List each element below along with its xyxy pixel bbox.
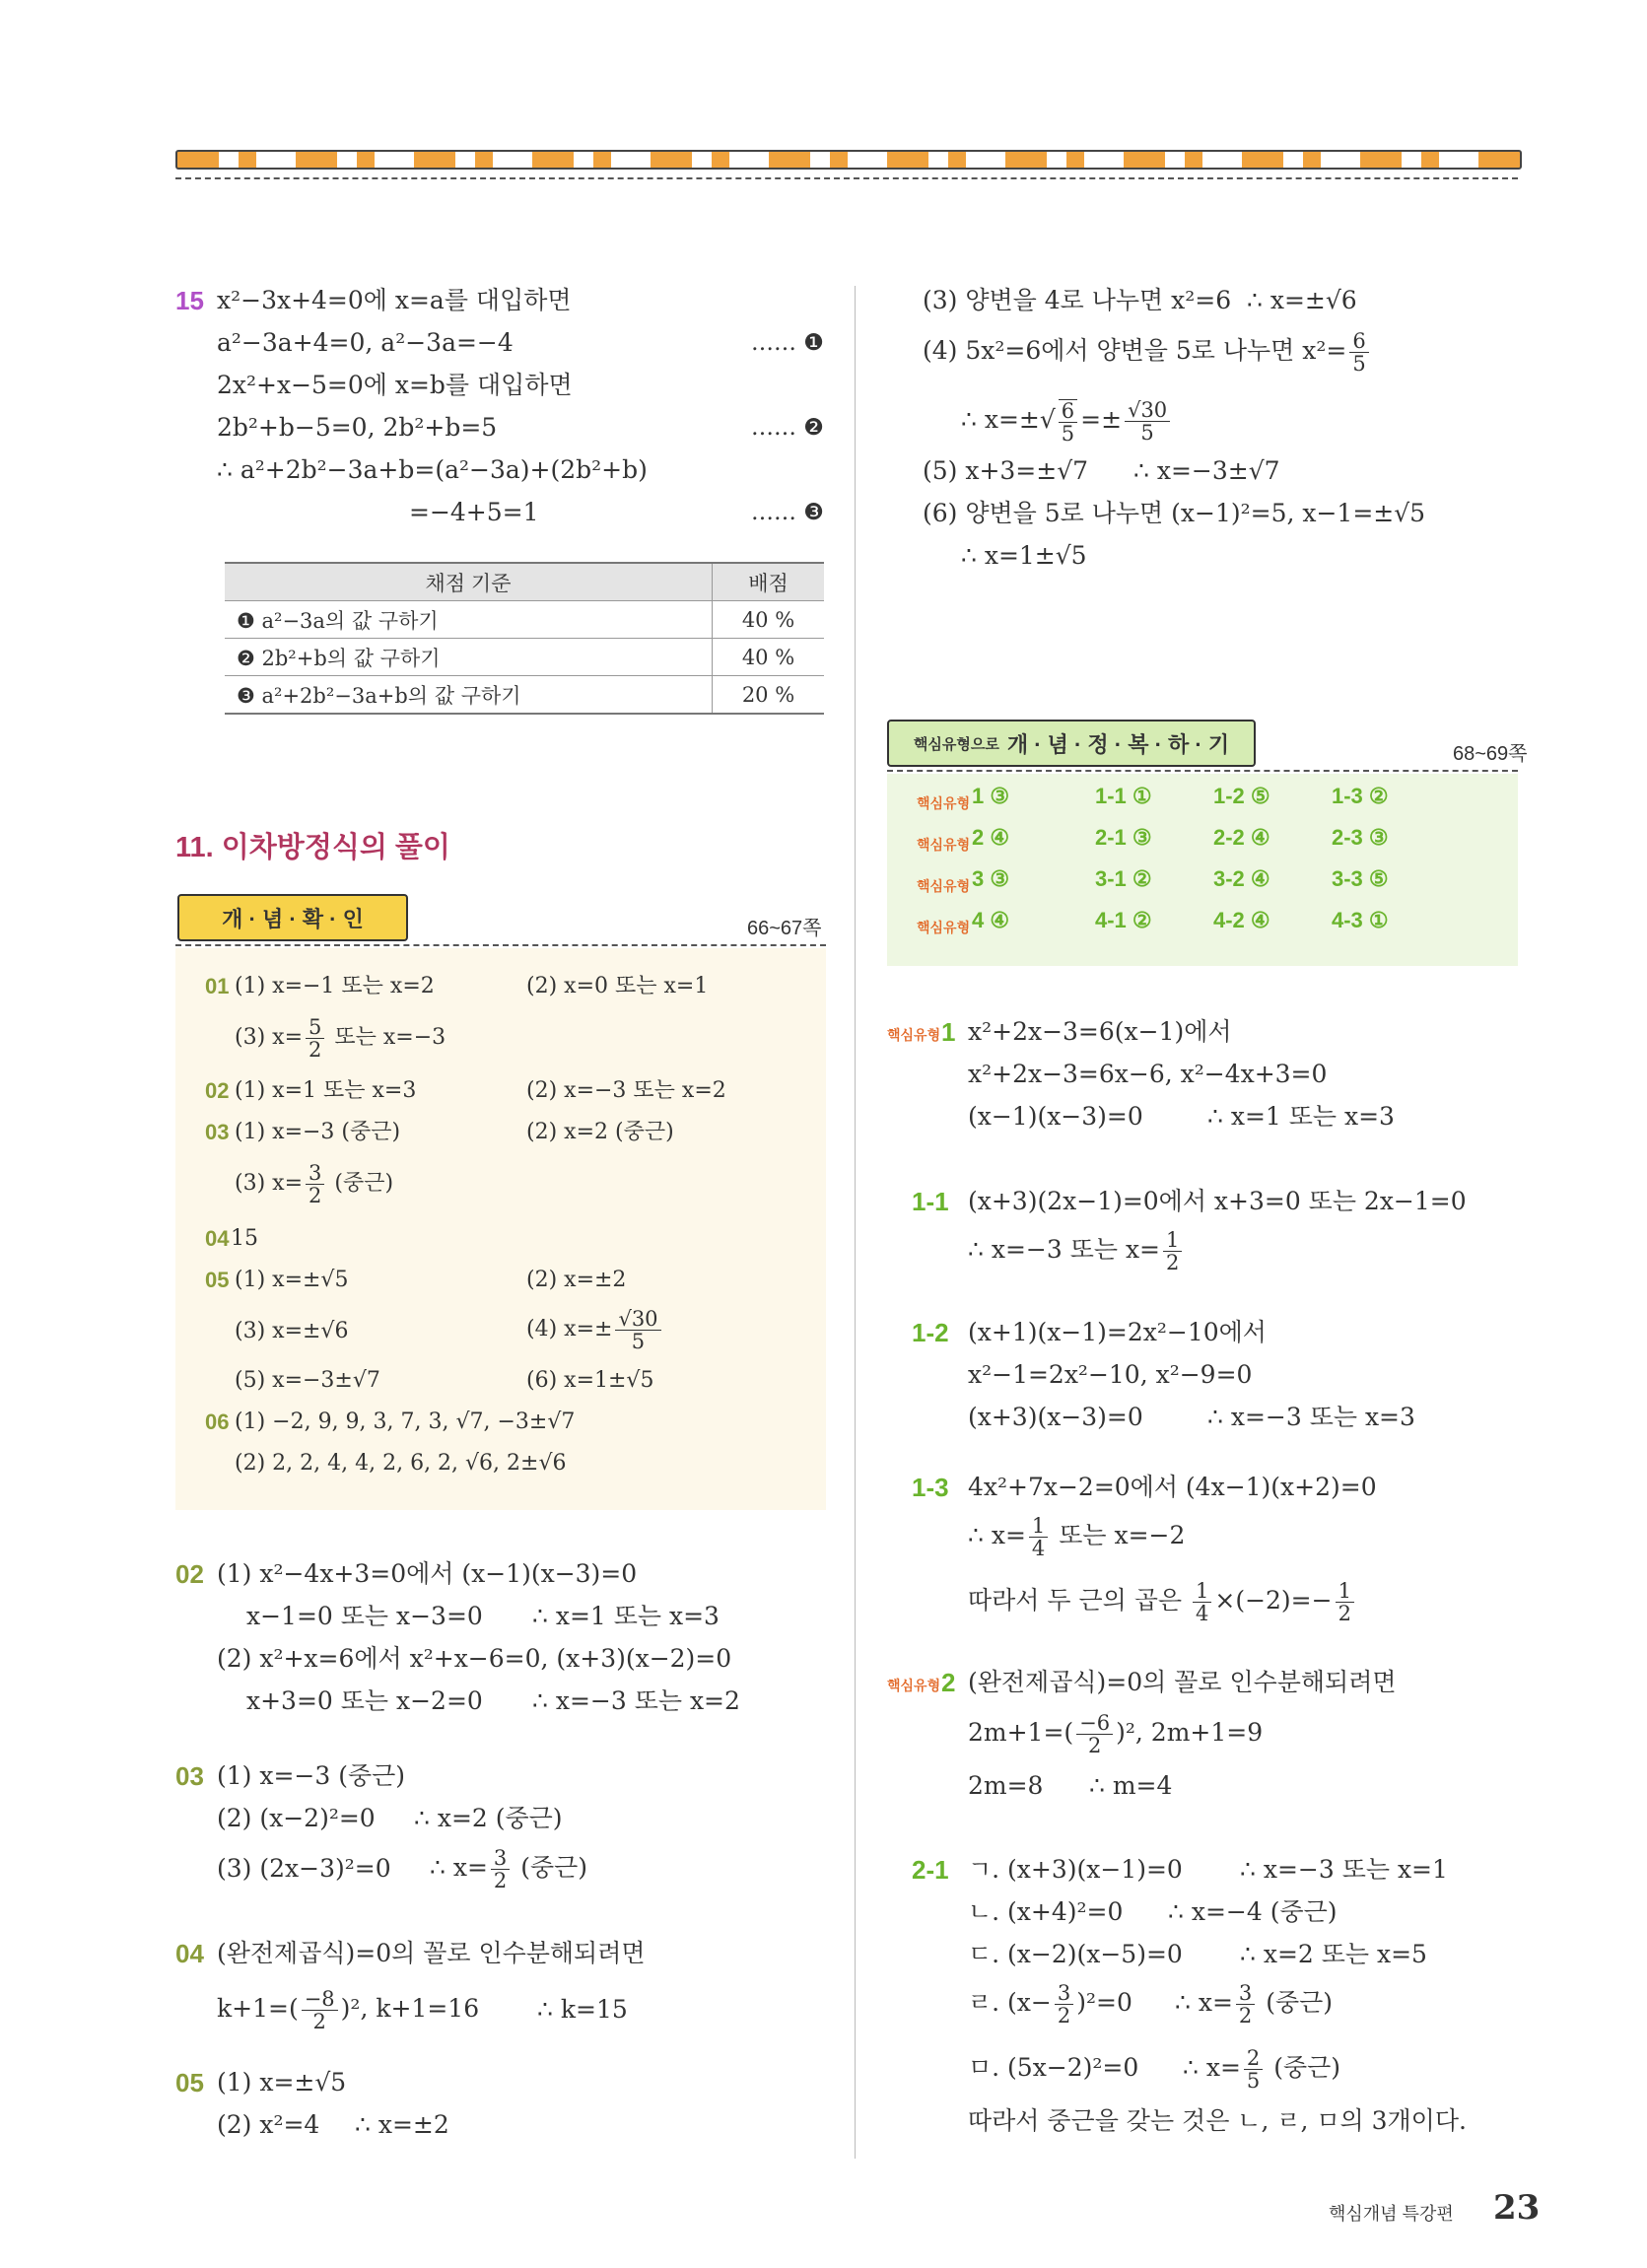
core-answer: 3-2 ④ <box>1213 866 1270 891</box>
solution-line: x²+2x−3=6x−6, x²−4x+3=0 <box>968 1060 1328 1088</box>
core-type-label: 핵심유형 <box>917 920 971 935</box>
step-mark-1: …… ❶ <box>751 330 824 356</box>
solution-line: (6) 양변을 5로 나누면 (x−1)²=5, x−1=±√5 <box>923 499 1426 527</box>
solution-line: (1) x=±√5 <box>217 2068 347 2096</box>
solution-line: x+3=0 또는 x−2=0 <box>246 1686 483 1715</box>
answer-text: (1) x=±√5 <box>235 1268 349 1292</box>
core-answer: 2 ④ <box>972 825 1010 850</box>
concept-pages: 66~67쪽 <box>747 918 822 939</box>
points-cell: 40 % <box>713 639 825 676</box>
solution-line: ∴ x= $\frac{2}{5}$ (중근) <box>1183 2046 1341 2093</box>
solution-line: ∴ x= $\frac{3}{2}$ (중근) <box>1175 1981 1334 2027</box>
table-row <box>225 601 824 639</box>
answer-text: (1) x=−3 (중근) <box>235 1120 401 1144</box>
core-answer: 1-1 ① <box>1095 784 1152 808</box>
solution-line: (완전제곱식)=0의 꼴로 인수분해되려면 <box>968 1668 1397 1696</box>
solution-line: (3) 양변을 4로 나누면 x²=6 <box>923 286 1232 314</box>
solution-line: x²−1=2x²−10, x²−9=0 <box>968 1360 1253 1389</box>
scoring-header-points: 배점 <box>713 563 825 601</box>
scoring-table <box>225 562 824 715</box>
core-number: 1-3 <box>912 1473 949 1502</box>
criteria-cell: ❸ a²+2b²−3a+b의 값 구하기 <box>225 676 713 715</box>
solution-line: (x+3)(x−3)=0 <box>968 1403 1143 1431</box>
solution-line: k+1=( $\frac{-8}{2}$ )², k+1=16 <box>217 1987 480 2033</box>
points-cell: 20 % <box>713 676 825 715</box>
answer-text: 15 <box>231 1226 258 1251</box>
solution-line: ∴ x=2 (중근) <box>414 1804 563 1832</box>
solution-line: ∴ x=1±√5 <box>961 541 1087 570</box>
column-divider <box>855 286 856 2159</box>
page-number: 23 <box>1493 2188 1541 2228</box>
answer-number: 01 <box>205 974 230 998</box>
answer-text: (2) x=−3 또는 x=2 <box>526 1078 726 1103</box>
core-type-label: 핵심유형 <box>917 795 971 811</box>
solution-line: ∴ x=±√ $\frac{6}{5}$ =± $\frac{√30}{5}$ <box>961 394 1173 446</box>
core-answer: 3-1 ② <box>1095 866 1152 891</box>
answer-text: (3) x= $\frac{3}{2}$ (중근) <box>235 1160 394 1207</box>
answer-text: (2) x=±2 <box>526 1268 627 1292</box>
concept-review-small: 핵심유형으로 <box>913 735 999 753</box>
solution-line: ㄹ. (x− $\frac{3}{2}$ )²=0 <box>968 1981 1132 2027</box>
solution-line: ∴ a²+2b²−3a+b=(a²−3a)+(2b²+b) <box>217 455 648 484</box>
solution-line: 따라서 두 근의 곱은 $\frac{1}{4}$ ×(−2)=− $\frac{1}{2}$ <box>968 1573 1357 1628</box>
core-number: 1 <box>941 1017 956 1047</box>
answer-number: 02 <box>175 1559 204 1589</box>
solution-line: ∴ x=−3±√7 <box>1133 456 1280 485</box>
solution-line: ∴ x=±√6 <box>1247 286 1357 314</box>
solution-line: ∴ x=−4 (중근) <box>1168 1897 1338 1926</box>
review-dash <box>887 770 1518 772</box>
concept-check-tab: 개 · 념 · 확 · 인 <box>177 894 408 941</box>
footer-book-title: 핵심개념 특강편 <box>1329 2204 1454 2224</box>
solution-line: (5) x+3=±√7 <box>923 456 1089 485</box>
scoring-header-criteria: 채점 기준 <box>225 563 713 601</box>
points-cell: 40 % <box>713 601 825 639</box>
core-number: 1-1 <box>912 1187 949 1216</box>
section-title: 11. 이차방정식의 풀이 <box>175 832 450 863</box>
table-row <box>225 676 824 715</box>
solution-line: ㄱ. (x+3)(x−1)=0 <box>968 1855 1183 1884</box>
problem-number: 15 <box>175 286 204 315</box>
top-ribbon <box>175 150 1522 170</box>
solution-line: ∴ k=15 <box>537 1995 628 2024</box>
solution-line: x²−3x+4=0에 x=a를 대입하면 <box>217 286 572 314</box>
solution-line: ∴ m=4 <box>1089 1771 1173 1800</box>
concept-review-label: 개 · 념 · 정 · 복 · 하 · 기 <box>1006 731 1230 757</box>
solution-line: x²+2x−3=6(x−1)에서 <box>968 1017 1232 1046</box>
core-answer: 4-2 ④ <box>1213 908 1270 932</box>
solution-line: ∴ x=1 또는 x=3 <box>1207 1102 1395 1131</box>
core-answer: 1-2 ⑤ <box>1213 784 1270 808</box>
solution-line: 2m+1=( $\frac{-6}{2}$ )², 2m+1=9 <box>968 1711 1264 1757</box>
solution-line: x−1=0 또는 x−3=0 <box>246 1602 483 1630</box>
answer-number: 03 <box>205 1120 230 1144</box>
solution-line: ㄷ. (x−2)(x−5)=0 <box>968 1940 1183 1968</box>
solution-line: (1) x=−3 (중근) <box>217 1761 406 1790</box>
answer-text: (4) x=± $\frac{√30}{5}$ <box>526 1305 664 1354</box>
criteria-cell: ❶ a²−3a의 값 구하기 <box>225 601 713 639</box>
core-type-label: 핵심유형 <box>917 837 971 853</box>
core-answer: 1-3 ② <box>1332 784 1389 808</box>
solution-line: (3) (2x−3)²=0 <box>217 1854 391 1883</box>
solution-line: (x+1)(x−1)=2x²−10에서 <box>968 1318 1267 1346</box>
answer-text: (3) x= $\frac{5}{2}$ 또는 x=−3 <box>235 1014 446 1062</box>
core-answer: 4 ④ <box>972 908 1010 932</box>
criteria-cell: ❷ 2b²+b의 값 구하기 <box>225 639 713 676</box>
concept-dash <box>175 944 826 946</box>
solution-line: (x+3)(2x−1)=0에서 x+3=0 또는 2x−1=0 <box>968 1187 1467 1215</box>
solution-line: ∴ x=−3 또는 x=2 <box>532 1686 740 1715</box>
core-number: 1-2 <box>912 1318 949 1347</box>
solution-line: (4) 5x²=6에서 양변을 5로 나누면 x²= $\frac{6}{5}$ <box>923 325 1372 377</box>
solution-line: (2) (x−2)²=0 <box>217 1804 376 1832</box>
answer-text: (5) x=−3±√7 <box>235 1368 380 1393</box>
answer-text: (1) x=1 또는 x=3 <box>235 1078 417 1103</box>
concept-answers-box <box>175 948 826 1510</box>
review-pages: 68~69쪽 <box>1453 743 1528 765</box>
solution-line: 2x²+x−5=0에 x=b를 대입하면 <box>217 371 573 399</box>
solution-line: ∴ x=−3 또는 x=1 <box>1240 1855 1448 1884</box>
core-type-label: 핵심유형 <box>917 878 971 894</box>
solution-line: (x−1)(x−3)=0 <box>968 1102 1143 1131</box>
core-type-label: 핵심유형 <box>887 1027 941 1043</box>
solution-line: 2b²+b−5=0, 2b²+b=5 <box>217 413 498 442</box>
solution-line: ∴ x= $\frac{3}{2}$ (중근) <box>430 1846 588 1892</box>
core-answer: 2-2 ④ <box>1213 825 1270 850</box>
core-answer: 4-3 ① <box>1332 908 1389 932</box>
solution-line: a²−3a+4=0, a²−3a=−4 <box>217 328 514 357</box>
core-answer: 2-3 ③ <box>1332 825 1389 850</box>
core-answer: 3-3 ⑤ <box>1332 866 1389 891</box>
core-answer: 4-1 ② <box>1095 908 1152 932</box>
solution-line: ∴ x= $\frac{1}{4}$ 또는 x=−2 <box>968 1514 1186 1560</box>
table-row <box>225 639 824 676</box>
core-number: 2 <box>941 1668 956 1697</box>
solution-line: ∴ x=−3 또는 x= $\frac{1}{2}$ <box>968 1222 1185 1277</box>
solution-line: 4x²+7x−2=0에서 (4x−1)(x+2)=0 <box>968 1473 1377 1501</box>
core-answer: 1 ③ <box>972 784 1010 808</box>
concept-review-tab <box>887 720 1256 767</box>
solution-line: (2) x²+x=6에서 x²+x−6=0, (x+3)(x−2)=0 <box>217 1644 732 1673</box>
answer-number: 05 <box>175 2068 204 2097</box>
answer-number: 03 <box>175 1761 204 1791</box>
solution-line: 2m=8 <box>968 1771 1044 1800</box>
top-ribbon-dash <box>175 177 1518 179</box>
solution-line: =−4+5=1 <box>409 498 539 526</box>
answer-text: (2) x=0 또는 x=1 <box>526 974 709 998</box>
answer-text: (3) x=±√6 <box>235 1319 349 1343</box>
core-number: 2-1 <box>912 1855 949 1885</box>
answer-text: (2) 2, 2, 4, 4, 2, 6, 2, √6, 2±√6 <box>235 1451 567 1476</box>
step-mark-3: …… ❸ <box>751 500 824 525</box>
solution-line: (1) x²−4x+3=0에서 (x−1)(x−3)=0 <box>217 1559 638 1588</box>
answer-number: 06 <box>205 1409 230 1434</box>
core-type-label: 핵심유형 <box>887 1678 941 1693</box>
solution-line: ∴ x=±2 <box>355 2110 449 2139</box>
solution-line: (완전제곱식)=0의 꼴로 인수분해되려면 <box>217 1939 646 1967</box>
answer-number: 05 <box>205 1268 230 1292</box>
solution-line: ㄴ. (x+4)²=0 <box>968 1897 1124 1926</box>
solution-line: ∴ x=1 또는 x=3 <box>532 1602 720 1630</box>
core-answer: 3 ③ <box>972 866 1010 891</box>
core-answer: 2-1 ③ <box>1095 825 1152 850</box>
core-answers-box <box>887 774 1518 966</box>
solution-line: (2) x²=4 <box>217 2110 320 2139</box>
solution-line: ∴ x=2 또는 x=5 <box>1240 1940 1427 1968</box>
answer-text: (1) x=−1 또는 x=2 <box>235 974 435 998</box>
solution-line: ㅁ. (5x−2)²=0 <box>968 2053 1139 2082</box>
answer-number: 04 <box>175 1939 204 1968</box>
answer-text: (2) x=2 (중근) <box>526 1120 674 1144</box>
answer-number: 02 <box>205 1078 230 1103</box>
step-mark-2: …… ❷ <box>751 415 824 441</box>
solution-line: 따라서 중근을 갖는 것은 ㄴ, ㄹ, ㅁ의 3개이다. <box>968 2106 1467 2135</box>
answer-text: (1) −2, 9, 9, 3, 7, 3, √7, −3±√7 <box>235 1409 576 1434</box>
answer-number: 04 <box>205 1226 230 1251</box>
answer-text: (6) x=1±√5 <box>526 1368 654 1393</box>
solution-line: ∴ x=−3 또는 x=3 <box>1207 1403 1415 1431</box>
